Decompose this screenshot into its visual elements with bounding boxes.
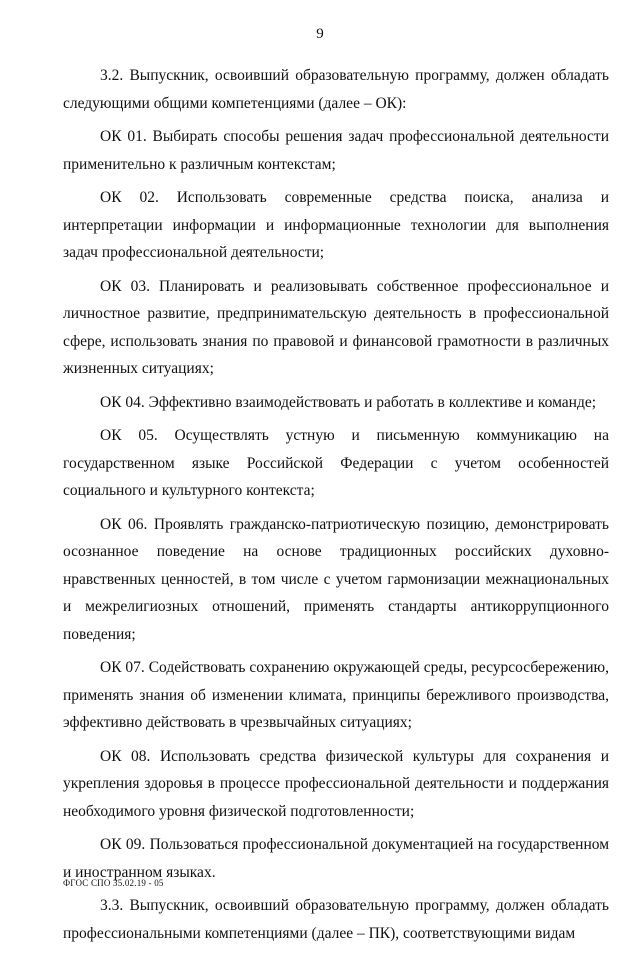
document-body: [63, 62, 609, 953]
paragraph-3-3-intro: 3.3. Выпускник, освоивший образовательную программу, должен обладать профессиональными компетенциями (далее – ПК), соответствующими видам: [63, 897, 609, 942]
paragraph-ok-05: ОК 05. Осуществлять устную и письменную коммуникацию на государственном языке Российской Федерации с учетом особенностей социального и культурного контекста;: [63, 427, 609, 499]
page-number: 9: [316, 26, 324, 42]
paragraph-ok-06: ОК 06. Проявлять гражданско-патриотическую позицию, демонстрировать осознанное поведение на основе традиционных российских духовно-нравственных ценностей, в том числе с учетом гармонизации межнациональных и межрелигиозных отношений, применять стандарты антикоррупционного поведения;: [63, 515, 609, 643]
paragraph-ok-04: ОК 04. Эффективно взаимодействовать и работать в коллективе и команде;: [100, 393, 597, 411]
paragraph-ok-07: ОК 07. Содействовать сохранению окружающей среды, ресурсосбережению, применять знания об изменении климата, принципы бережливого производства, эффективно действовать в чрезвычайных ситуациях;: [63, 659, 609, 731]
footer-document-code: ФГОС СПО 35.02.19 - 05: [63, 878, 164, 888]
paragraph-ok-08: ОК 08. Использовать средства физической культуры для сохранения и укрепления здоровья в процессе профессиональной деятельности и поддержания необходимого уровня физической подготовленности;: [63, 747, 609, 820]
paragraph-3-2-intro: 3.2. Выпускник, освоивший образовательную программу, должен обладать следующими общими компетенциями (далее – ОК):: [63, 67, 609, 112]
paragraph-ok-03: ОК 03. Планировать и реализовывать собственное профессиональное и личностное развитие, предпринимательскую деятельность в профессиональной сфере, использовать знания по правовой и финансовой грамотности в различных жизненных ситуациях;: [63, 277, 609, 377]
paragraph-ok-01: ОК 01. Выбирать способы решения задач профессиональной деятельности применительно к различным контекстам;: [63, 128, 609, 173]
paragraph-ok-02: ОК 02. Использовать современные средства поиска, анализа и интерпретации информации и информационные технологии для выполнения задач профессиональной деятельности;: [63, 189, 609, 261]
paragraph-ok-09: ОК 09. Пользоваться профессиональной документацией на государственном и иностранном языках.: [63, 836, 609, 881]
